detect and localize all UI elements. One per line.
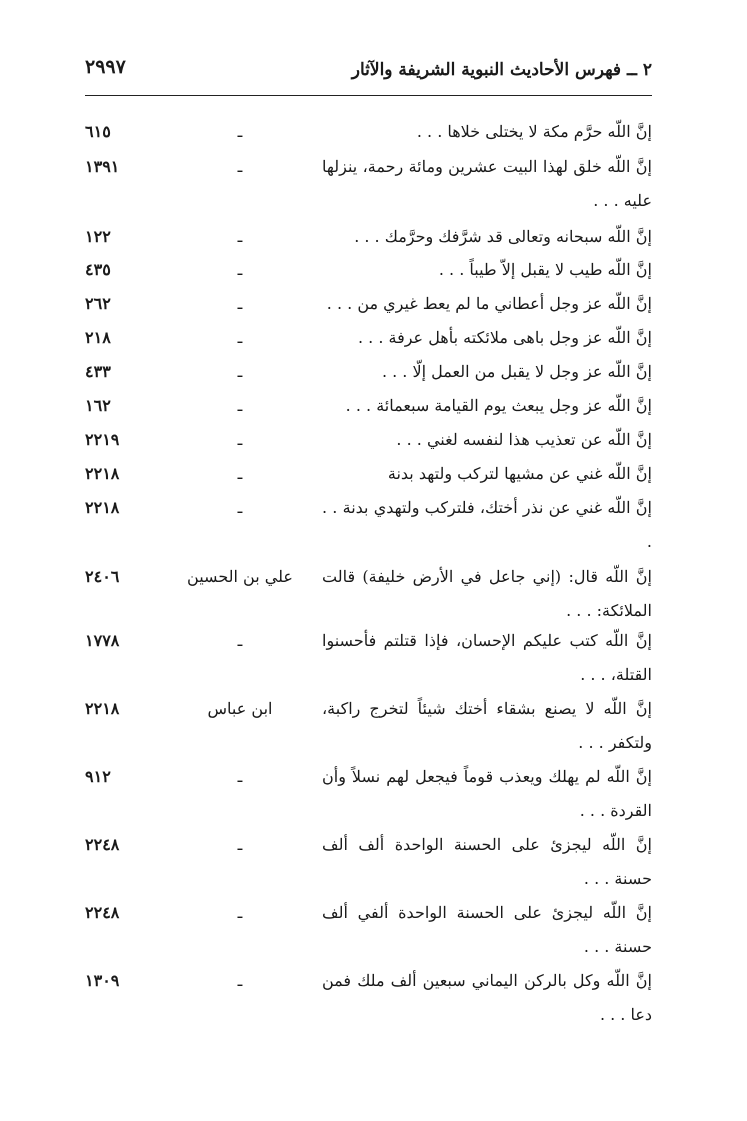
page-reference: ١٢٢ xyxy=(85,227,111,246)
narrator: ـ xyxy=(237,328,243,347)
hadith-text: إنَّ اللّه غني عن نذر أختك، فلتركب ولتهدي بدنة . . . xyxy=(322,498,652,551)
hadith-text: إنَّ اللّه ليجزئ على الحسنة الواحدة ألفي ألف حسنة . . . xyxy=(322,903,653,956)
narrator: ـ xyxy=(237,260,243,279)
hadith-text: إنَّ اللّه عز وجل لا يقبل من العمل إلّا . . . xyxy=(381,362,652,381)
narrator: ـ xyxy=(237,227,243,246)
hadith-text: إنَّ اللّه خلق لهذا البيت عشرين ومائة رحمة، ينزلها عليه . . . xyxy=(322,157,652,210)
narrator: ـ xyxy=(237,971,243,990)
narrator: ـ xyxy=(237,430,243,449)
narrator: ـ xyxy=(237,362,243,381)
narrator: ابن عباس xyxy=(207,699,273,718)
narrator: ـ xyxy=(237,122,243,141)
page-reference: ٤٣٥ xyxy=(85,260,111,279)
page-reference: ٦١٥ xyxy=(85,122,111,141)
hadith-text: إنَّ اللّه لم يهلك ويعذب قوماً فيجعل لهم نسلاً وأن القردة . . . xyxy=(322,767,652,820)
narrator: ـ xyxy=(237,294,243,313)
narrator: ـ xyxy=(237,767,243,786)
narrator: ـ xyxy=(237,835,243,854)
narrator: ـ xyxy=(237,903,243,922)
narrator: ـ xyxy=(237,464,243,483)
page-reference: ٩١٢ xyxy=(85,767,111,786)
page-reference: ١٣٩١ xyxy=(85,157,120,176)
running-title: ٢ ــ فهرس الأحاديث النبوية الشريفة والآثار xyxy=(351,60,652,80)
hadith-text: إنَّ اللّه وكل بالركن اليماني سبعين ألف ملك فمن دعا . . . xyxy=(322,971,652,1024)
hadith-text: إنَّ اللّه حرَّم مكة لا يختلى خلاها . . . xyxy=(416,122,652,141)
narrator: ـ xyxy=(237,498,243,517)
hadith-text: إنَّ اللّه ليجزئ على الحسنة الواحدة ألف ألف حسنة . . . xyxy=(322,835,652,888)
page-reference: ٢٢١٨ xyxy=(85,498,120,517)
hadith-text: إنَّ اللّه قال: (إني جاعل في الأرض خليفة) قالت الملائكة: . . . xyxy=(322,567,652,620)
page-reference: ٢٢١٨ xyxy=(85,464,120,483)
narrator: ـ xyxy=(237,157,243,176)
page-reference: ٢١٨ xyxy=(85,328,111,347)
page-reference: ٢٤٠٦ xyxy=(85,567,120,586)
narrator: ـ xyxy=(237,396,243,415)
page-reference: ٢٢١٨ xyxy=(85,699,120,718)
narrator: ـ xyxy=(237,631,243,650)
hadith-text: إنَّ اللّه سبحانه وتعالى قد شرَّفك وحرَّمك . . . xyxy=(354,227,652,246)
page-reference: ٢٢١٩ xyxy=(85,430,120,449)
narrator: علي بن الحسين xyxy=(187,567,293,586)
hadith-text: إنَّ اللّه غني عن مشيها لتركب ولتهد بدنة xyxy=(387,464,652,483)
page-reference: ١٣٠٩ xyxy=(85,971,120,990)
hadith-text: إنَّ اللّه كتب عليكم الإحسان، فإذا قتلتم فأحسنوا القتلة، . . . xyxy=(322,631,652,684)
page-reference: ١٧٧٨ xyxy=(85,631,120,650)
hadith-text: إنَّ اللّه لا يصنع بشقاء أختك شيئاً لتخرج راكبة، ولتكفر . . . xyxy=(322,699,652,752)
hadith-text: إنَّ اللّه عز وجل باهى ملائكته بأهل عرفة . . . xyxy=(357,328,652,347)
hadith-text: إنَّ اللّه عز وجل يبعث يوم القيامة سبعمائة . . . xyxy=(345,396,652,415)
hadith-text: إنَّ اللّه طيب لا يقبل إلاّ طيباً . . . xyxy=(438,260,652,279)
page-reference: ١٦٢ xyxy=(85,396,111,415)
hadith-text: إنَّ اللّه عز وجل أعطاني ما لم يعط غيري من . . . xyxy=(326,294,652,313)
hadith-text: إنَّ اللّه عن تعذيب هذا لنفسه لغني . . . xyxy=(396,430,652,449)
page-reference: ٢٢٤٨ xyxy=(85,903,120,922)
page-reference: ٢٢٤٨ xyxy=(85,835,120,854)
page-reference: ٢٦٢ xyxy=(85,294,111,313)
page-reference: ٤٣٣ xyxy=(85,362,111,381)
page-number: ٢٩٩٧ xyxy=(85,56,126,78)
